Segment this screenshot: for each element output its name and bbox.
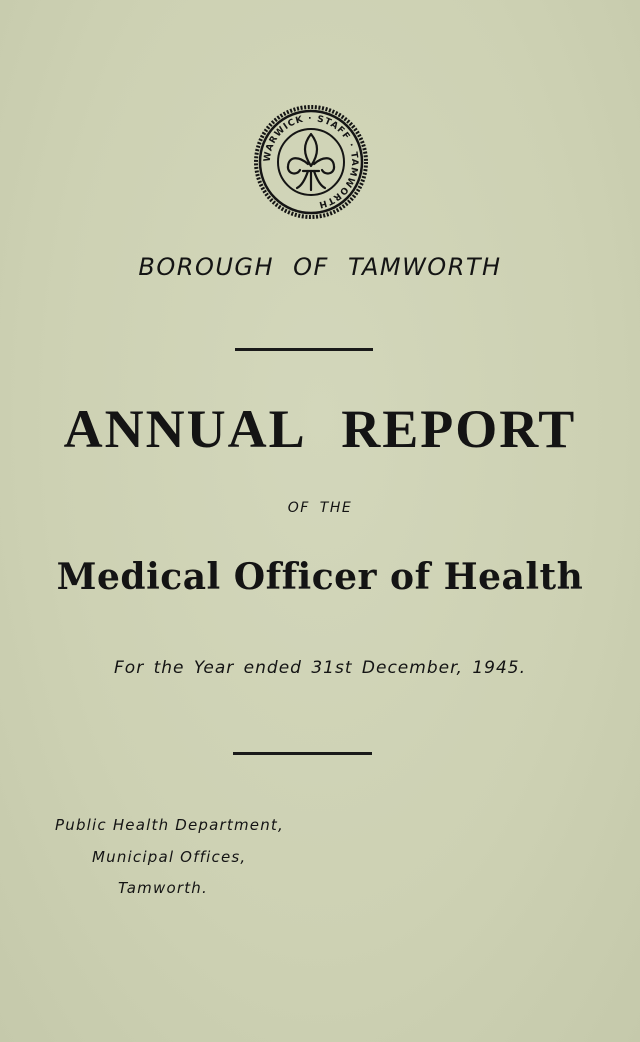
- seal-inscription: WARWICK · STAFF · TAMWORTH: [262, 113, 360, 210]
- divider-bottom: [233, 752, 372, 755]
- address-line-offices: Municipal Offices,: [92, 848, 247, 866]
- address-line-town: Tamworth.: [118, 879, 208, 897]
- divider-top: [235, 348, 373, 351]
- report-subject: Medical Officer of Health: [56, 556, 584, 598]
- borough-seal-icon: [253, 104, 369, 220]
- report-period: For the Year ended 31st December, 1945.: [114, 658, 526, 678]
- report-title: ANNUAL REPORT: [63, 399, 577, 459]
- borough-name: BOROUGH OF TAMWORTH: [138, 253, 502, 281]
- of-the-label: OF THE: [287, 500, 353, 516]
- address-line-department: Public Health Department,: [55, 816, 284, 834]
